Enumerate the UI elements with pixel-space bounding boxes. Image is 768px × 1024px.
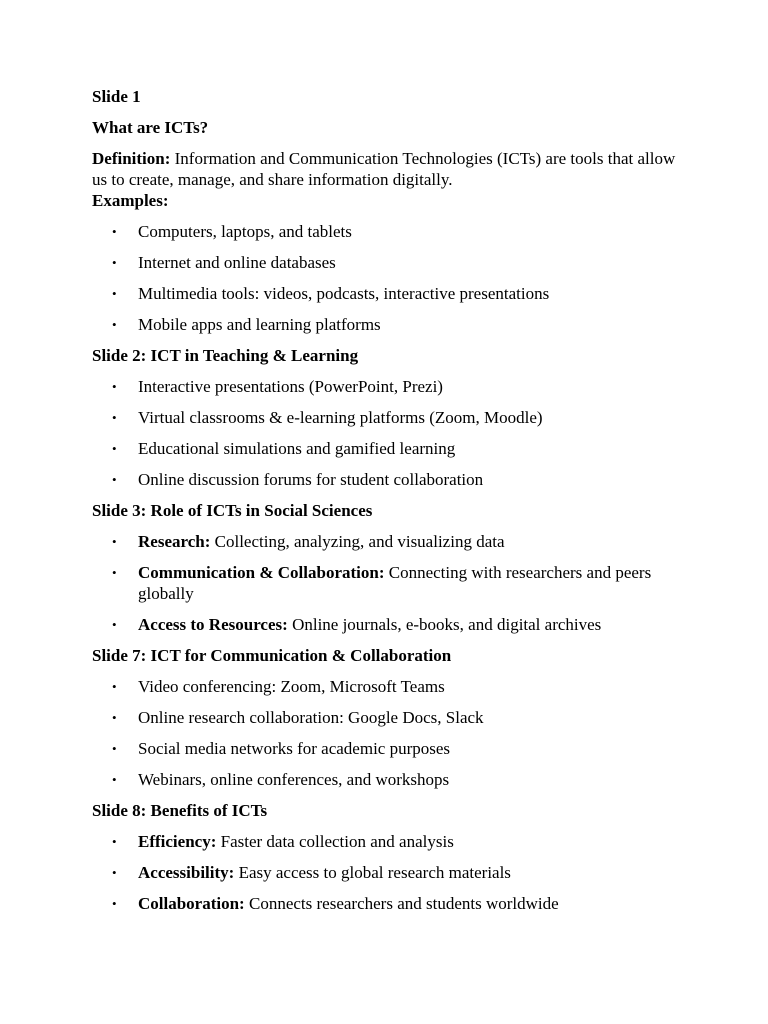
definition-paragraph	[92, 148, 682, 190]
bullet-icon: •	[112, 834, 117, 849]
list-item: • Mobile apps and learning platforms	[112, 315, 381, 334]
bullet-icon: •	[112, 710, 117, 725]
slide2-list	[92, 376, 682, 490]
bullet-icon: •	[112, 772, 117, 787]
list-item: • Educational simulations and gamified learning	[112, 439, 456, 458]
slide3-list	[92, 531, 682, 635]
slide8-list	[92, 831, 682, 914]
slide2-title: Slide 2: ICT in Teaching & Learning	[92, 346, 359, 365]
slide8-title: Slide 8: Benefits of ICTs	[92, 801, 268, 820]
bullet-icon: •	[112, 565, 117, 580]
list-item: • Efficiency: Faster data collection and analysis	[112, 832, 454, 851]
slide1-question: What are ICTs?	[92, 118, 209, 137]
bullet-icon: •	[112, 896, 117, 911]
list-item: • Multimedia tools: videos, podcasts, interactive presentations	[112, 284, 550, 303]
bullet-icon: •	[112, 224, 117, 239]
document-page	[92, 86, 682, 924]
list-item: • Online research collaboration: Google Docs, Slack	[112, 708, 484, 727]
examples-label: Examples:	[92, 191, 169, 210]
list-item: • Communication & Collaboration: Connecting with researchers and peers globally	[112, 563, 652, 603]
bullet-icon: •	[112, 472, 117, 487]
bullet-icon: •	[112, 679, 117, 694]
bullet-icon: •	[112, 317, 117, 332]
list-item: • Social media networks for academic purposes	[112, 739, 451, 758]
list-item: • Accessibility: Easy access to global research materials	[112, 863, 511, 882]
definition-text: Information and Communication Technologies (ICTs) are tools that allow us to create, manage, and share information digitally.	[92, 149, 676, 189]
list-item: • Virtual classrooms & e-learning platforms (Zoom, Moodle)	[112, 408, 543, 427]
bullet-icon: •	[112, 617, 117, 632]
list-item: • Access to Resources: Online journals, e-books, and digital archives	[112, 615, 602, 634]
bullet-icon: •	[112, 441, 117, 456]
definition-label: Definition:	[92, 149, 171, 168]
bullet-icon: •	[112, 379, 117, 394]
slide7-title: Slide 7: ICT for Communication & Collaboration	[92, 646, 452, 665]
slide1-label: Slide 1	[92, 87, 141, 106]
list-item: • Research: Collecting, analyzing, and visualizing data	[112, 532, 505, 551]
list-item: • Video conferencing: Zoom, Microsoft Teams	[112, 677, 445, 696]
bullet-icon: •	[112, 410, 117, 425]
slide3-title: Slide 3: Role of ICTs in Social Sciences	[92, 501, 373, 520]
examples-list	[92, 221, 682, 335]
bullet-icon: •	[112, 286, 117, 301]
list-item: • Interactive presentations (PowerPoint, Prezi)	[112, 377, 443, 396]
bullet-icon: •	[112, 741, 117, 756]
list-item: • Online discussion forums for student collaboration	[112, 470, 484, 489]
bullet-icon: •	[112, 534, 117, 549]
list-item: • Internet and online databases	[112, 253, 336, 272]
bullet-icon: •	[112, 255, 117, 270]
bullet-icon: •	[112, 865, 117, 880]
list-item: • Computers, laptops, and tablets	[112, 222, 352, 241]
slide7-list	[92, 676, 682, 790]
list-item: • Collaboration: Connects researchers and students worldwide	[112, 894, 559, 913]
list-item: • Webinars, online conferences, and workshops	[112, 770, 450, 789]
